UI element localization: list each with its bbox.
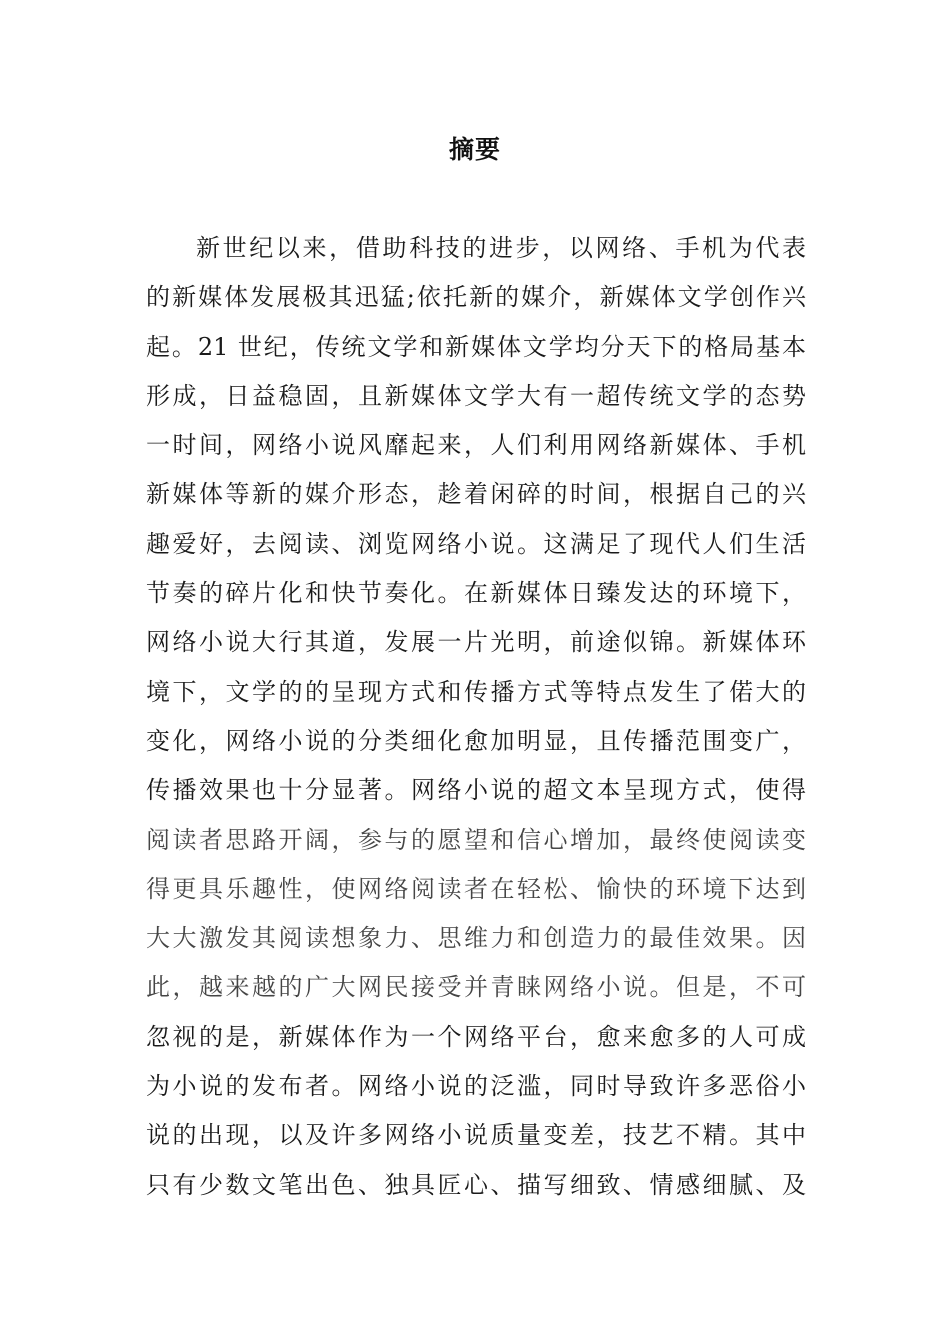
page-title: 摘要 [448, 135, 501, 164]
paragraph-line: 为小说的发布者。网络小说的泛滥，同时导致许多恶俗小 [146, 1072, 806, 1101]
paragraph-line: 趣爱好，去阅读、浏览网络小说。这满足了现代人们生活 [146, 529, 806, 558]
paragraph-line: 忽视的是，新媒体作为一个网络平台，愈来愈多的人可成 [146, 1022, 806, 1051]
paragraph-line: 起。21 世纪，传统文学和新媒体文学均分天下的格局基本 [146, 332, 806, 361]
paragraph-line: 传播效果也十分显著。网络小说的超文本呈现方式，使得 [146, 776, 806, 805]
paragraph-line: 阅读者思路开阔，参与的愿望和信心增加，最终使阅读变 [146, 825, 806, 854]
abstract-body [146, 224, 806, 1210]
paragraph-line: 变化，网络小说的分类细化愈加明显，且传播范围变广， [146, 726, 806, 755]
paragraph-line: 的新媒体发展极其迅猛;依托新的媒介，新媒体文学创作兴 [146, 283, 806, 312]
paragraph-line: 网络小说大行其道，发展一片光明，前途似锦。新媒体环 [146, 628, 806, 657]
paragraph-line: 得更具乐趣性，使网络阅读者在轻松、愉快的环境下达到 [146, 874, 806, 903]
paragraph-line: 此，越来越的广大网民接受并青睐网络小说。但是，不可 [146, 973, 806, 1002]
paragraph-line: 新媒体等新的媒介形态，趁着闲碎的时间，根据自己的兴 [146, 480, 806, 509]
paragraph-line: 只有少数文笔出色、独具匠心、描写细致、情感细腻、及 [146, 1170, 806, 1199]
paragraph-line: 一时间，网络小说风靡起来，人们利用网络新媒体、手机 [146, 431, 806, 460]
paragraph-line: 新世纪以来，借助科技的进步，以网络、手机为代表 [196, 234, 806, 262]
paragraph-line: 大大激发其阅读想象力、思维力和创造力的最佳效果。因 [146, 924, 806, 953]
paragraph-line: 境下，文学的的呈现方式和传播方式等特点发生了偌大的 [146, 677, 806, 706]
paragraph-line: 节奏的碎片化和快节奏化。在新媒体日臻发达的环境下， [146, 579, 806, 608]
paragraph-line: 说的出现，以及许多网络小说质量变差，技艺不精。其中 [146, 1121, 806, 1150]
paragraph-line: 形成，日益稳固，且新媒体文学大有一超传统文学的态势 [146, 381, 806, 410]
